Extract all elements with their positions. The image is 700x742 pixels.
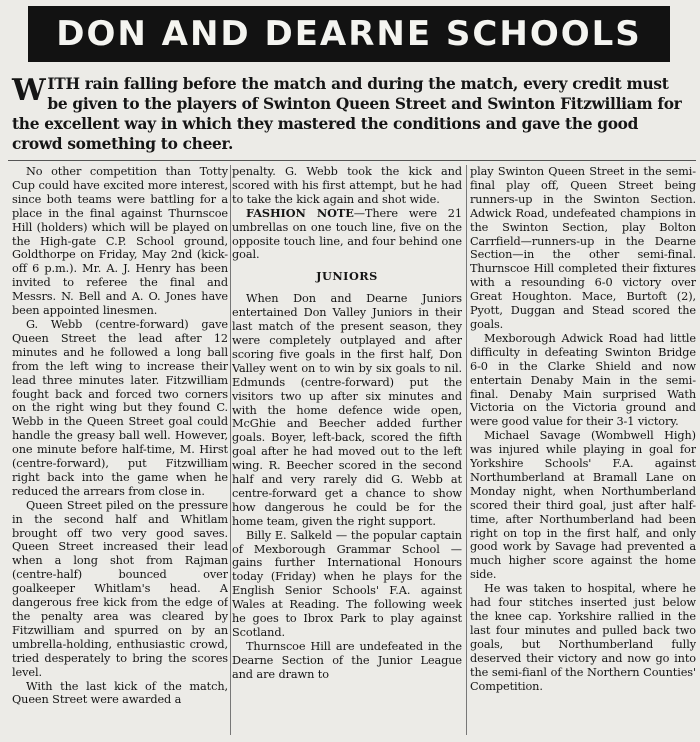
column-3-paragraph: Michael Savage (Wombwell High) was injured while playing in goal for Yorkshire Schools' F.A. against Northumberland at Bramall Lane on Monday night, when Northumberland scored their third goal, just after half-time, after Northumberland had been right on top in the first half, and only good work by Savage had prevented a much higher score against the home side. [470,429,696,582]
intro-text: ITH rain falling before the match and during the match, every credit must be given to the players of Swinton Queen Street and Swinton Fitzwilliam for the excellent way in which they mastered the conditions and gave the good crowd something to cheer. [12,75,682,153]
juniors-heading: JUNIORS [316,269,378,284]
headline: DON AND DEARNE SCHOOLS [28,6,670,62]
column-3-paragraph: Mexborough Adwick Road had little difficulty in defeating Swinton Bridge 6-0 in the Clarke Shield and now entertain Denaby Main in the semi-final. Denaby Main surprised Wath Victoria on the Victoria ground and were good value for their 3-1 victory. [470,331,696,429]
section-divider [8,160,696,161]
fashion-note-text: —There were 21 umbrellas on one touch line, five on the opposite touch line, and four behind one goal. [232,206,462,262]
drop-cap: W [12,73,46,108]
column-1-paragraph: No other competition than Totty Cup could have excited more interest, since both teams were battling for a place in the final against Thurnscoe Hill (holders) which will be played on the High-gate C.P. School ground, Goldthorpe on Friday, May 2nd (kick-off 6 p.m.). Mr. A. J. Henry has been invited to referee the final and Messrs. N. Bell and A. O. Jones have been appointed linesmen. [12,165,228,318]
column-2-paragraph: Thurnscoe Hill are undefeated in the Dearne Section of the Junior League and are drawn to [232,639,462,681]
column-1-paragraph: G. Webb (centre-forward) gave Queen Street the lead after 12 minutes and he followed a long ball from the left wing to increase their lead three minutes later. Fitzwilliam fought back and forced two corners on the right wing but they found C. Webb in the Queen Street goal could handle the greasy ball well. However, one minute before half-time, M. Hirst (centre-forward), put Fitzwilliam right back into the game when he reduced the arrears from close in. [12,317,228,498]
fashion-note-label: FASHION NOTE [246,205,354,220]
column-2-paragraph: When Don and Dearne Juniors entertained Don Valley Juniors in their last match of the present season, they were completely outplayed and after scoring five goals in the first half, Don Valley went on to win by six goals to nil. Edmunds (centre-forward) put the visitors two up after six minutes and with the home defence wide open, McGhie and Beecher added further goals. Boyer, left-back, scored the fifth goal after he had moved out to the left wing. R. Beecher scored in the second half and very rarely did G. Webb at centre-forward get a chance to show how dangerous he could be for the home team, given the right support. [232,292,462,528]
column-divider [466,165,467,735]
column-1-paragraph: Queen Street piled on the pressure in the second half and Whitlam brought off two very good saves. Queen Street increased their lead when a long shot from Rajman (centre-half) bounced over goalkeeper Whitlam's head. A dangerous free kick from the edge of the penalty area was cleared by Fitzwilliam and spurred on by an umbrella-holding, enthusiastic crowd, tried desperately to bring the scores level. [12,498,228,679]
intro-paragraph [12,74,692,154]
column-2-paragraph: Billy E. Salkeld — the popular captain of Mexborough Grammar School — gains further International Honours today (Friday) when he plays for the English Senior Schools' F.A. against Wales at Reading. The following week he goes to Ibrox Park to play against Scotland. [232,528,462,639]
column-3-paragraph: play Swinton Queen Street in the semi-final play off, Queen Street being runners-up in the Swinton Section. Adwick Road, undefeated champions in the Swinton Section, play Bolton Carrfield—runners-up in the Dearne Section—in the other semi-final. Thurnscoe Hill completed their fixtures with a resounding 6-0 victory over Great Houghton. Mace, Burtoft (2), Pyott, Duggan and Stead scored the goals. [470,165,696,331]
column-2 [232,165,462,740]
column-divider [230,165,231,735]
column-3 [470,165,696,740]
column-3-paragraph: He was taken to hospital, where he had four stitches inserted just below the knee cap. Yorkshire rallied in the last four minutes and pulled back two goals, but Northumberland fully deserved their victory and now go into the semi-fianl of the Northern Counties' Competition. [470,582,696,693]
column-1 [12,165,228,740]
fashion-note [232,207,462,263]
column-2-lead: penalty. G. Webb took the kick and scored with his first attempt, but he had to take the kick again and shot wide. [232,165,462,206]
column-1-paragraph: With the last kick of the match, Queen Street were awarded a [12,679,228,707]
